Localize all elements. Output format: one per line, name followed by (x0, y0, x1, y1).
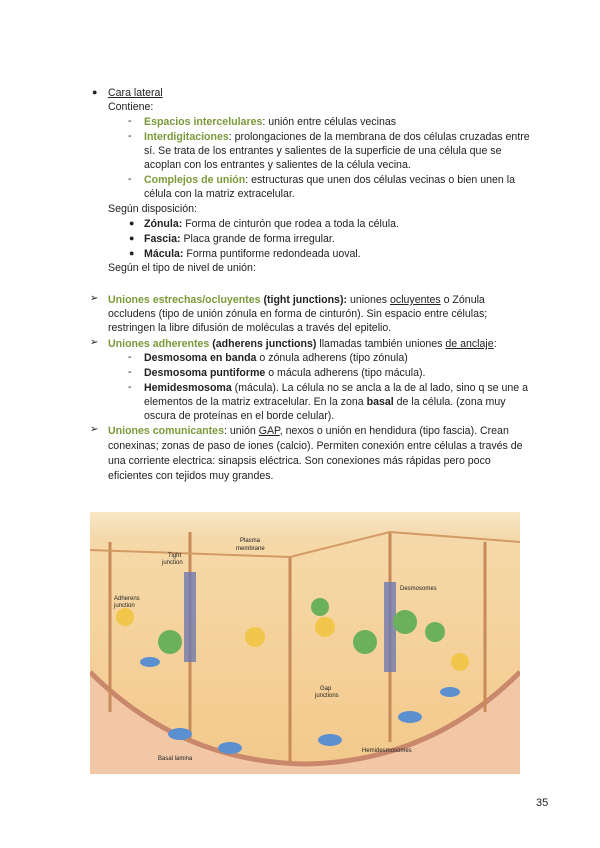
label-basal-lamina: Basal lamina (158, 756, 193, 762)
disposition-item: Fascia: Placa grande de forma irregular. (144, 233, 335, 245)
gap-cont: una corriente electrica: sinapsis eléctrica. Son conexiones más rápidas pero poco (108, 455, 491, 467)
adherent-item: Desmosoma puntiforme o mácula adherens (tipo mácula). (144, 367, 426, 379)
label-tight-junction: junction (162, 560, 183, 566)
label-gap-junctions: junctions (315, 693, 339, 699)
adherent-heading: Uniones adherentes (adherens junctions) llamadas también uniones de anclaje: (108, 338, 497, 350)
list-item-cont: sí. Se trata de los entrantes y salientes de la superficie de una célula que se (144, 145, 502, 157)
section-heading-lateral: Cara lateral (108, 87, 163, 99)
label-desmosomes: Desmosomes (400, 586, 437, 592)
list-item-cont: acoplan con los entrantes y salientes de la célula vecina. (144, 159, 411, 171)
dash: - (128, 130, 132, 142)
level-label: Según el tipo de nivel de unión: (108, 262, 256, 274)
list-item: Interdigitaciones: prolongaciones de la membrana de dos células cruzadas entre (144, 131, 530, 143)
page-number: 35 (536, 797, 549, 809)
label-membrane: membrane (236, 546, 265, 552)
list-item: Espacios intercelulares: unión entre células vecinas (144, 116, 397, 128)
tight-cont: restringen la libre difusión de moléculas a través del epitelio. (108, 322, 392, 334)
list-item-cont: célula con la matriz extracelular. (144, 188, 295, 200)
dash: - (128, 381, 132, 393)
disposition-label: Según disposición: (108, 203, 197, 215)
dash: - (128, 173, 132, 185)
arrow-bullet-icon: ➢ (90, 293, 99, 304)
arrow-bullet-icon: ➢ (90, 337, 99, 348)
arrow-bullet-icon: ➢ (90, 424, 99, 435)
disposition-item: Mácula: Forma puntiforme redondeada uoval. (144, 248, 361, 260)
gap-cont: conexinas; zonas de paso de iones (calcio). Permiten conexión entre células a través de (108, 440, 523, 452)
label-adherens: Adherens (114, 596, 140, 602)
adherent-item: Desmosoma en banda o zónula adherens (tipo zónula) (144, 352, 408, 364)
label-gap: Gap (320, 686, 332, 692)
adherent-item: Hemidesmosoma (mácula). La célula no se ancla a la de al lado, sino q se une a (144, 382, 528, 394)
label-tight: Tight (168, 553, 182, 559)
bullet-dot: ● (129, 218, 135, 228)
label-hemidesmosomes: Hemidesmosomes (362, 748, 412, 754)
list-item: Complejos de unión: estructuras que unen dos células vecinas o bien unen la (144, 174, 515, 186)
gap-heading: Uniones comunicantes: unión GAP, nexos o unión en hendidura (tipo fascia). Crean (108, 425, 509, 437)
gap-cont: eficientes con tejidos muy grandes. (108, 470, 274, 482)
contains-label: Contiene: (108, 101, 154, 113)
label-plasma: Plasma (240, 538, 261, 544)
bullet-dot: ● (129, 248, 135, 258)
dash: - (128, 366, 132, 378)
tight-cont: occludens (tipo de unión zónula en forma de cinturón). Sin espacio entre células; (108, 308, 488, 320)
adherent-item-cont: oscura de proteínas en el borde celular). (144, 410, 335, 422)
dash: - (128, 115, 132, 127)
adherent-item-cont: elementos de la matriz extracelular. En la zona basal de la célula. (zona muy (144, 396, 506, 408)
tight-heading: Uniones estrechas/ocluyentes (tight junctions): uniones ocluyentes o Zónula (108, 294, 485, 306)
bullet-dot: ● (92, 87, 98, 97)
disposition-item: Zónula: Forma de cinturón que rodea a toda la célula. (144, 218, 399, 230)
label-adherens-junction: junction (114, 603, 135, 609)
dash: - (128, 351, 132, 363)
cell-junctions-illustration (90, 512, 520, 774)
bullet-dot: ● (129, 233, 135, 243)
